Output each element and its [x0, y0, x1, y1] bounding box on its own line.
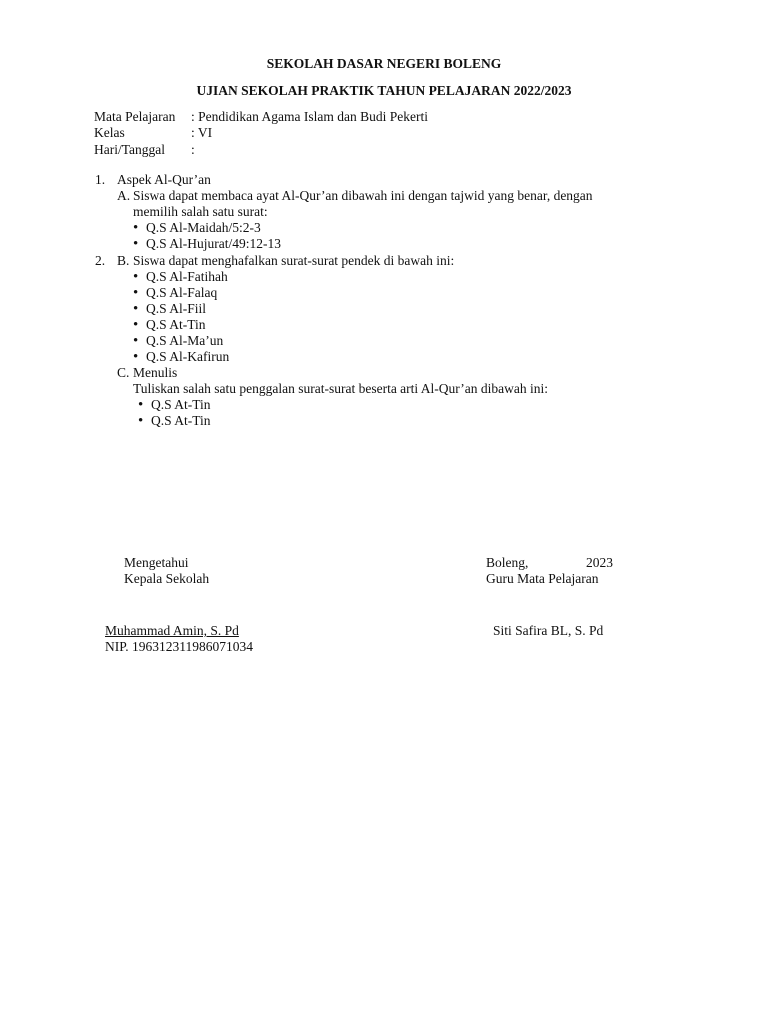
list-item: • Q.S Al-Fiil [146, 301, 206, 317]
list-item: • Q.S At-Tin [146, 317, 206, 333]
signature-left-line1: Mengetahui [124, 555, 189, 570]
list-item: • Q.S At-Tin [151, 413, 211, 429]
signature-right-role: Guru Mata Pelajaran [486, 571, 599, 586]
section-1-title: Aspek Al-Qur’an [117, 172, 211, 187]
item-c-title: Menulis [133, 365, 178, 380]
list-item: • Q.S Al-Hujurat/49:12-13 [146, 236, 281, 252]
school-name: SEKOLAH DASAR NEGERI BOLENG [266, 56, 502, 71]
info-value-class: : VI [191, 125, 213, 140]
signature-left-nip: NIP. 196312311986071034 [105, 639, 254, 654]
signature-right-name: Siti Safira BL, S. Pd [493, 623, 604, 638]
list-item: • Q.S Al-Falaq [146, 285, 217, 301]
item-b-text: Siswa dapat menghafalkan surat-surat pendek di bawah ini: [133, 253, 455, 268]
info-label-class: Kelas [94, 125, 125, 140]
exam-title: UJIAN SEKOLAH PRAKTIK TAHUN PELAJARAN 2022/2023 [196, 83, 572, 98]
item-a-text-line2: memilih salah satu surat: [133, 204, 268, 219]
section-2-number: 2. [95, 253, 106, 268]
signature-right-year: 2023 [586, 555, 613, 570]
item-c-marker: C. [117, 365, 130, 380]
list-item: • Q.S At-Tin [151, 397, 211, 413]
item-a-text-line1: Siswa dapat membaca ayat Al-Qur’an dibawah ini dengan tajwid yang benar, dengan [133, 188, 593, 203]
info-value-subject: : Pendidikan Agama Islam dan Budi Pekerti [191, 109, 428, 124]
signature-right-place: Boleng, [486, 555, 529, 570]
item-a-marker: A. [117, 188, 131, 203]
info-label-subject: Mata Pelajaran [94, 109, 176, 124]
signature-left-name: Muhammad Amin, S. Pd [105, 623, 239, 638]
item-b-marker: B. [117, 253, 130, 268]
section-1-number: 1. [95, 172, 106, 187]
list-item: • Q.S Al-Kafirun [146, 349, 229, 365]
signature-left-role: Kepala Sekolah [124, 571, 210, 586]
item-c-text: Tuliskan salah satu penggalan surat-surat beserta arti Al-Qur’an dibawah ini: [133, 381, 549, 396]
list-item: • Q.S Al-Maidah/5:2-3 [146, 220, 261, 236]
list-item: • Q.S Al-Fatihah [146, 269, 228, 285]
info-label-date: Hari/Tanggal [94, 142, 166, 157]
list-item: • Q.S Al-Ma’un [146, 333, 223, 349]
info-value-date: : [191, 142, 195, 157]
